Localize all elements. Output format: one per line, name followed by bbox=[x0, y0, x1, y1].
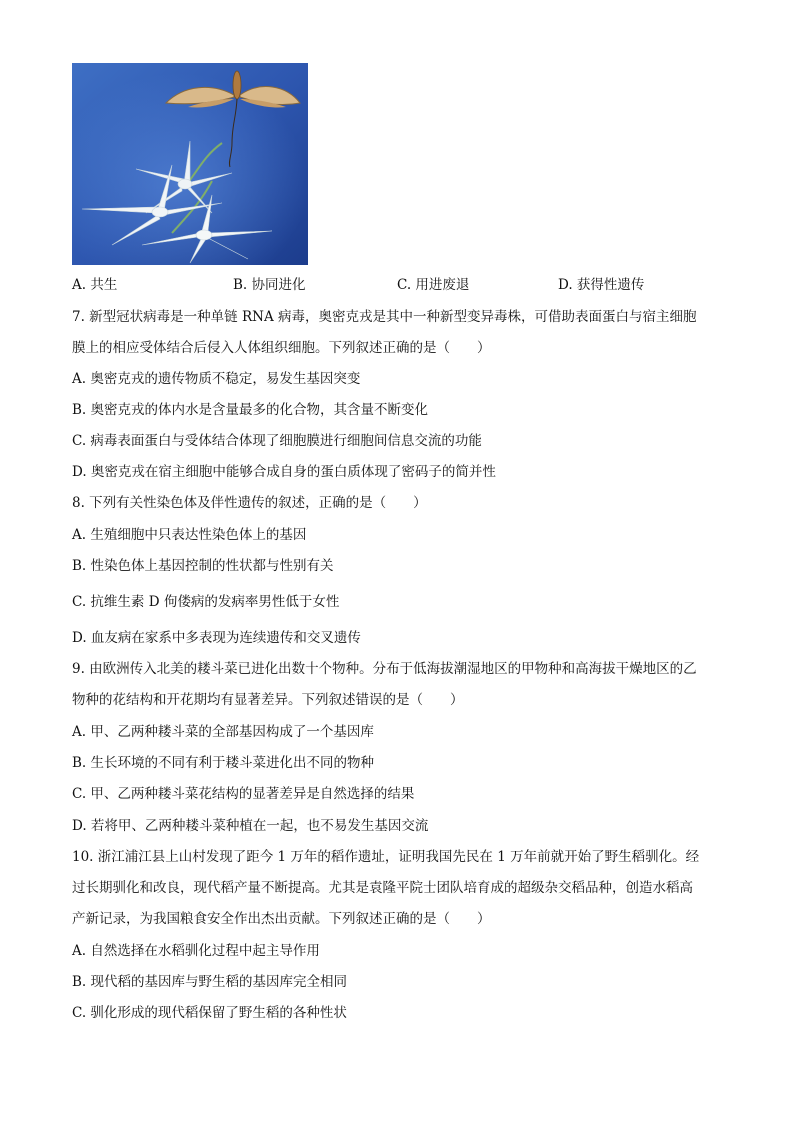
q8-option-a: A. 生殖细胞中只表达性染色体上的基因 bbox=[72, 527, 307, 543]
q8-option-b: B. 性染色体上基因控制的性状都与性别有关 bbox=[72, 558, 334, 574]
q6-option-d: D. 获得性遗传 bbox=[558, 277, 645, 293]
q6-option-a: A. 共生 bbox=[72, 277, 118, 293]
q7-option-a: A. 奥密克戎的遗传物质不稳定，易发生基因突变 bbox=[72, 371, 361, 387]
q10-stem-line-3: 产新记录，为我国粮食安全作出杰出贡献。下列叙述正确的是（ ） bbox=[72, 911, 491, 927]
q10-stem-line-1: 10. 浙江浦江县上山村发现了距今 1 万年的稻作遗址，证明我国先民在 1 万年前就开始了野生稻驯化。经 bbox=[72, 849, 700, 865]
moth-orchid-figure bbox=[72, 63, 308, 265]
q10-option-a: A. 自然选择在水稻驯化过程中起主导作用 bbox=[72, 943, 320, 959]
q7-stem-line-1: 7. 新型冠状病毒是一种单链 RNA 病毒，奥密克戎是其中一种新型变异毒株，可借助表面蛋白与宿主细胞 bbox=[72, 309, 697, 325]
q7-option-b: B. 奥密克戎的体内水是含量最多的化合物，其含量不断变化 bbox=[72, 402, 429, 418]
q9-option-c: C. 甲、乙两种耧斗菜花结构的显著差异是自然选择的结果 bbox=[72, 786, 415, 802]
q6-option-b: B. 协同进化 bbox=[233, 277, 306, 293]
q8-option-d: D. 血友病在家系中多表现为连续遗传和交叉遗传 bbox=[72, 630, 361, 646]
q8-stem: 8. 下列有关性染色体及伴性遗传的叙述，正确的是（ ） bbox=[72, 495, 427, 511]
q9-option-b: B. 生长环境的不同有利于耧斗菜进化出不同的物种 bbox=[72, 755, 375, 771]
q6-option-c: C. 用进废退 bbox=[397, 277, 470, 293]
q10-stem-line-2: 过长期驯化和改良，现代稻产量不断提高。尤其是袁隆平院士团队培育成的超级杂交稻品种，创造水稻高 bbox=[72, 880, 693, 896]
moth-orchid-image bbox=[72, 63, 308, 265]
q8-option-c: C. 抗维生素 D 佝偻病的发病率男性低于女性 bbox=[72, 594, 340, 610]
q9-stem-line-1: 9. 由欧洲传入北美的耧斗菜已进化出数十个物种。分布于低海拔潮湿地区的甲物种和高海拔干燥地区的乙 bbox=[72, 661, 697, 677]
q7-stem-line-2: 膜上的相应受体结合后侵入人体组织细胞。下列叙述正确的是（ ） bbox=[72, 340, 491, 356]
q10-option-c: C. 驯化形成的现代稻保留了野生稻的各种性状 bbox=[72, 1005, 347, 1021]
q10-option-b: B. 现代稻的基因库与野生稻的基因库完全相同 bbox=[72, 974, 348, 990]
q7-option-d: D. 奥密克戎在宿主细胞中能够合成自身的蛋白质体现了密码子的简并性 bbox=[72, 464, 496, 480]
q7-option-c: C. 病毒表面蛋白与受体结合体现了细胞膜进行细胞间信息交流的功能 bbox=[72, 433, 482, 449]
q9-option-d: D. 若将甲、乙两种耧斗菜种植在一起，也不易发生基因交流 bbox=[72, 818, 429, 834]
q9-stem-line-2: 物种的花结构和开花期均有显著差异。下列叙述错误的是（ ） bbox=[72, 692, 464, 708]
q9-option-a: A. 甲、乙两种耧斗菜的全部基因构成了一个基因库 bbox=[72, 724, 374, 740]
